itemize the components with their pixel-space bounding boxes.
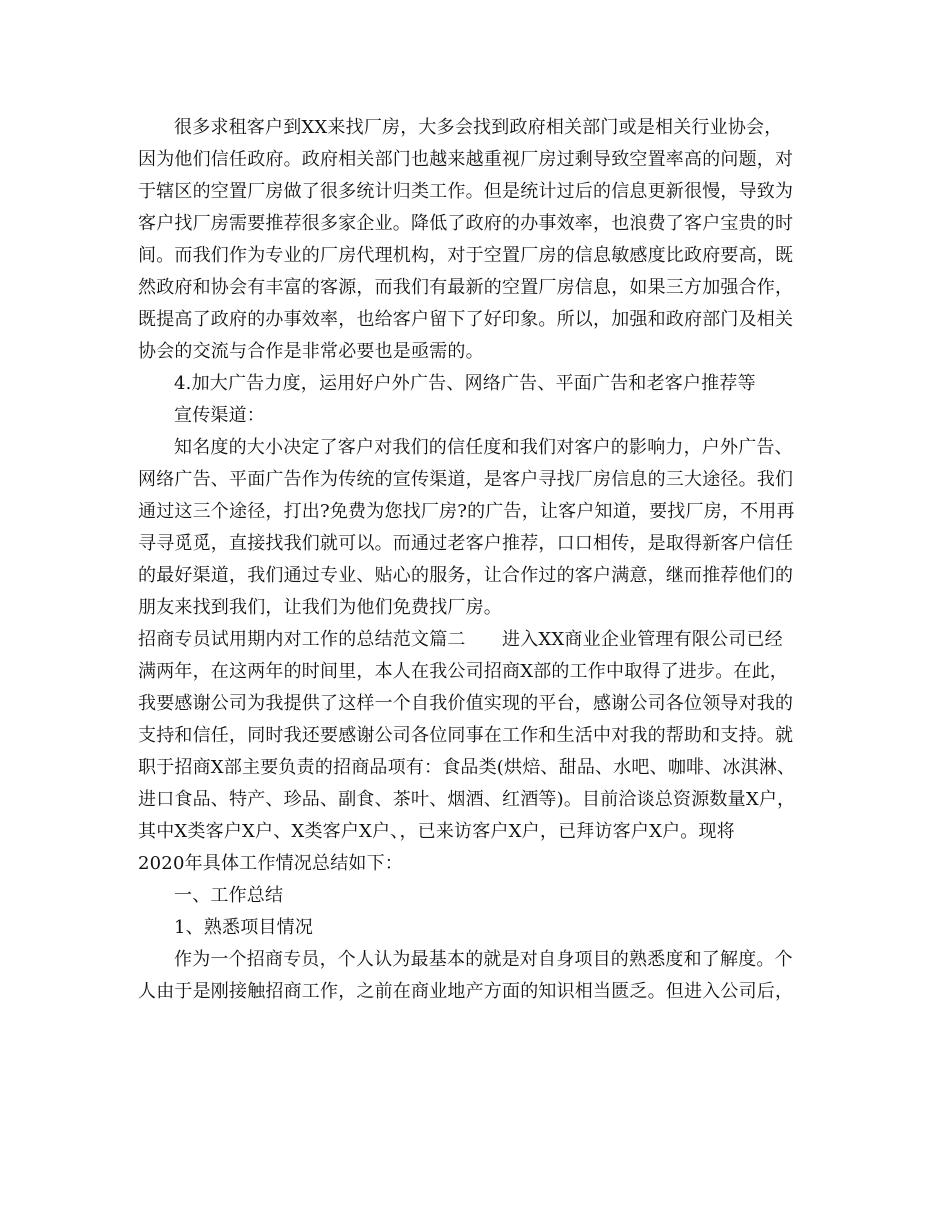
text-line: 网络广告、平面广告作为传统的宣传渠道，是客户寻找厂房信息的三大途径。我们	[138, 469, 794, 490]
text-line: 很多求租客户到XX来找厂房，大多会找到政府相关部门或是相关行业协会，	[174, 117, 783, 138]
text-line: 宣传渠道：	[174, 405, 265, 426]
text-line: 通过这三个途径，打出?免费为您找厂房?的广告，让客户知道，要找厂房，不用再	[138, 501, 795, 522]
text-line: 的最好渠道，我们通过专业、贴心的服务，让合作过的客户满意，继而推荐他们的	[138, 565, 794, 586]
text-line: 招商专员试用期内对工作的总结范文篇二 进入XX商业企业管理有限公司已经	[138, 629, 783, 650]
text-line: 2020年具体工作情况总结如下：	[138, 853, 404, 874]
text-line: 职于招商X部主要负责的招商品项有：食品类(烘焙、甜品、水吧、咖啡、冰淇淋、	[138, 757, 796, 778]
text-line: 进口食品、特产、珍品、副食、茶叶、烟酒、红酒等)。目前洽谈总资源数量X户，	[138, 789, 796, 810]
text-line: 作为一个招商专员，个人认为最基本的就是对自身项目的熟悉度和了解度。个	[174, 949, 793, 970]
text-line: 客户找厂房需要推荐很多家企业。降低了政府的办事效率，也浪费了客户宝贵的时	[138, 213, 794, 234]
document-page	[138, 112, 828, 1008]
text-line: 于辖区的空置厂房做了很多统计归类工作。但是统计过后的信息更新很慢，导致为	[138, 181, 794, 202]
text-line: 知名度的大小决定了客户对我们的信任度和我们对客户的影响力，户外广告、	[174, 437, 793, 458]
text-line: 既提高了政府的办事效率，也给客户留下了好印象。所以，加强和政府部门及相关	[138, 309, 794, 330]
text-line: 其中X类客户X户、X类客户X户、，已来访客户X户，已拜访客户X户。现将	[138, 821, 735, 842]
text-line: 因为他们信任政府。政府相关部门也越来越重视厂房过剩导致空置率高的问题，对	[138, 149, 794, 170]
text-line: 寻寻觅觅，直接找我们就可以。而通过老客户推荐，口口相传，是取得新客户信任	[138, 533, 794, 554]
text-line: 1、熟悉项目情况	[174, 917, 314, 938]
text-line: 间。而我们作为专业的厂房代理机构，对于空置厂房的信息敏感度比政府要高，既	[138, 245, 794, 266]
text-line: 朋友来找到我们，让我们为他们免费找厂房。	[138, 597, 502, 618]
text-line: 一、工作总结	[174, 885, 284, 906]
text-line: 人由于是刚接触招商工作，之前在商业地产方面的知识相当匮乏。但进入公司后，	[138, 981, 794, 1002]
text-line: 支持和信任，同时我还要感谢公司各位同事在工作和生活中对我的帮助和支持。就	[138, 725, 794, 746]
text-line: 然政府和协会有丰富的客源，而我们有最新的空置厂房信息，如果三方加强合作，	[138, 277, 794, 298]
text-line: 我要感谢公司为我提供了这样一个自我价值实现的平台，感谢公司各位领导对我的	[138, 693, 794, 714]
text-line: 4.加大广告力度，运用好户外广告、网络广告、平面广告和老客户推荐等	[174, 373, 756, 394]
text-line: 满两年，在这两年的时间里，本人在我公司招商X部的工作中取得了进步。在此，	[138, 661, 789, 682]
text-line: 协会的交流与合作是非常必要也是亟需的。	[138, 341, 484, 362]
